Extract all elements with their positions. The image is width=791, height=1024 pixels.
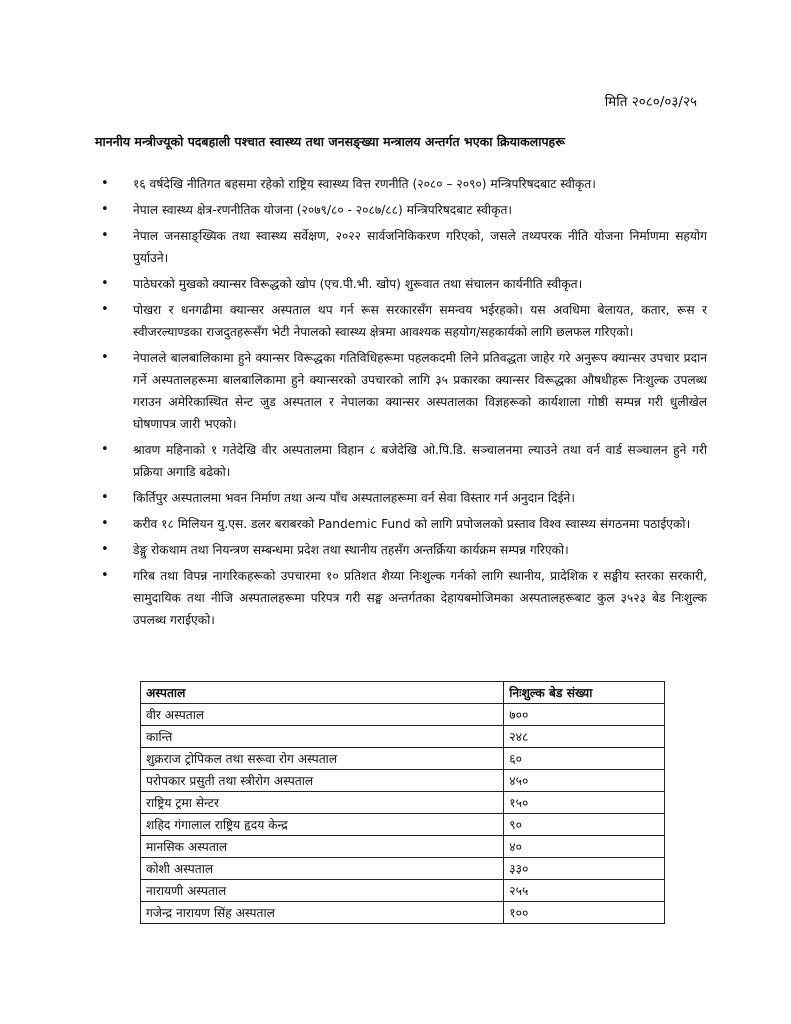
list-item: [95, 273, 707, 295]
hospital-name-cell: वीर अस्पताल: [141, 704, 504, 726]
bullet-marker: •: [101, 516, 109, 531]
hospital-name-cell: शहिद गंगालाल राष्ट्रिय हृदय केन्द्र: [141, 814, 504, 836]
column-header-hospital: अस्पताल: [141, 682, 504, 704]
table-header-row: [141, 682, 665, 704]
table-row: [141, 704, 665, 726]
list-item-text: पाठेघरको मुखको क्यान्सर विरूद्धको खोप (एच.पी.भी. खोप) शुरूवात तथा संचालन कार्यनीति स्वीकृत।: [133, 277, 583, 291]
hospital-name-cell: कान्ति: [141, 726, 504, 748]
table-row: [141, 880, 665, 902]
free-beds-cell: ९०: [504, 814, 665, 836]
list-item-text: १६ वर्षदेखि नीतिगत बहसमा रहेको राष्ट्रिय स्वास्थ्य वित्त रणनीति (२०८० – २०९०) मन्त्रिपरिषदबाट स्वीकृत।: [133, 177, 596, 191]
list-item: [95, 173, 707, 195]
list-item-text: पोखरा र धनगढीमा क्यान्सर अस्पताल थप गर्न रूस सरकारसँग समन्वय भईरहको। यस अवधिमा बेलायत, कतार, रूस र स्वीजरल्याण्डका राजदुतहरूसँग भेटी नेपालको स्वास्थ्य क्षेत्रमा आवश्यक सहयोग/सहकार्यको लागि छलफल गरिएको।: [133, 303, 707, 339]
table-body: [141, 704, 665, 924]
free-beds-table: [140, 681, 665, 924]
hospital-name-cell: कोशी अस्पताल: [141, 858, 504, 880]
table-row: [141, 726, 665, 748]
free-beds-cell: ४०: [504, 836, 665, 858]
bullet-marker: •: [101, 176, 109, 191]
bullet-marker: •: [101, 350, 109, 365]
table-row: [141, 814, 665, 836]
free-beds-cell: ६०: [504, 748, 665, 770]
list-item: [95, 199, 707, 221]
free-beds-cell: १५०: [504, 792, 665, 814]
bullet-marker: •: [101, 202, 109, 217]
list-item: [95, 513, 707, 535]
list-item: [95, 487, 707, 509]
bullet-marker: •: [101, 302, 109, 317]
table-row: [141, 748, 665, 770]
free-beds-cell: ४५०: [504, 770, 665, 792]
table-row: [141, 902, 665, 924]
list-item: [95, 299, 707, 343]
table-row: [141, 836, 665, 858]
hospital-name-cell: गजेन्द्र नारायण सिंह अस्पताल: [141, 902, 504, 924]
column-header-free-beds: निःशुल्क बेड संख्या: [504, 682, 665, 704]
hospital-name-cell: नारायणी अस्पताल: [141, 880, 504, 902]
list-item-text: करीव १८ मिलियन यु.एस. डलर बराबरको Pandemic Fund को लागि प्रपोजलको प्रस्ताव विश्व स्वास्थ्य संगठनमा पठाईएको।: [133, 517, 691, 531]
bullet-marker: •: [101, 568, 109, 583]
hospital-name-cell: मानसिक अस्पताल: [141, 836, 504, 858]
list-item: [95, 539, 707, 561]
table-row: [141, 858, 665, 880]
hospital-name-cell: राष्ट्रिय ट्रमा सेन्टर: [141, 792, 504, 814]
hospital-name-cell: परोपकार प्रसुती तथा स्त्रीरोग अस्पताल: [141, 770, 504, 792]
table-row: [141, 792, 665, 814]
document-date: मिति २०८०/०३/२५: [604, 94, 697, 110]
list-item-text: नेपाल जनसाङ्ख्यिक तथा स्वास्थ्य सर्वेक्षण, २०२२ सार्वजनिकिकरण गरिएको, जसले तथ्यपरक नीति योजना निर्माणमा सहयोग पुर्याउने।: [133, 229, 707, 265]
free-beds-cell: ३३०: [504, 858, 665, 880]
free-beds-cell: ७००: [504, 704, 665, 726]
hospital-name-cell: शुक्रराज ट्रोपिकल तथा सरूवा रोग अस्पताल: [141, 748, 504, 770]
list-item-text: गरिब तथा विपन्न नागरिकहरूको उपचारमा १० प्रतिशत शैय्या निःशुल्क गर्नको लागि स्थानीय, प्रादेशिक र सङ्घीय स्तरका सरकारी, सामुदायिक तथा नीजि अस्पतालहरूमा परिपत्र गरी सङ्घ अन्तर्गतका देहायबमोजिमका अस्पतालहरूबाट कुल ३५२३ बेड निःशुल्क उपलब्ध गराईएको।: [133, 569, 707, 627]
bullet-marker: •: [101, 542, 109, 557]
free-beds-cell: २४८: [504, 726, 665, 748]
list-item-text: श्रावण महिनाको १ गतेदेखि वीर अस्पतालमा विहान ८ बजेदेखि ओ.पि.डि. सञ्चालनमा ल्याउने तथा वर्न वार्ड सञ्चालन हुने गरी प्रक्रिया अगाडि बढेको।: [133, 443, 707, 479]
list-item: [95, 565, 707, 631]
list-item-text: किर्तिपुर अस्पतालमा भवन निर्माण तथा अन्य पाँच अस्पतालहरूमा वर्न सेवा विस्तार गर्न अनुदान दिईने।: [133, 491, 575, 505]
free-beds-cell: १००: [504, 902, 665, 924]
list-item: [95, 347, 707, 435]
bullet-marker: •: [101, 442, 109, 457]
list-item-text: नेपाल स्वास्थ्य क्षेत्र-रणनीतिक योजना (२०७९/८० - २०८७/८८) मन्त्रिपरिषदबाट स्वीकृत।: [133, 203, 513, 217]
bullet-marker: •: [101, 228, 109, 243]
table-row: [141, 770, 665, 792]
list-item: [95, 439, 707, 483]
activity-list: [95, 173, 707, 635]
list-item-text: नेपालले बालबालिकामा हुने क्यान्सर विरूद्धका गतिविधिहरूमा पहलकदमी लिने प्रतिवद्धता जाहेर गरे अनुरूप क्यान्सर उपचार प्रदान गर्ने अस्पतालहरूमा बालबालिकामा हुने क्यान्सरको उपचारको लागि ३५ प्रकारका क्यान्सर विरूद्धका औषधीहरू निःशुल्क उपलब्ध गराउन अमेरिकास्थित सेन्ट जुड अस्पताल र नेपालका क्यान्सर अस्पतालका विज्ञहरूको कार्यशाला गोष्ठी सम्पन्न गरी धुलीखेल घोषणापत्र जारी भएको।: [133, 351, 707, 431]
bullet-marker: •: [101, 276, 109, 291]
list-item: [95, 225, 707, 269]
bullet-marker: •: [101, 490, 109, 505]
document-heading: माननीय मन्त्रीज्यूको पदबहाली पश्चात स्वास्थ्य तथा जनसङ्ख्या मन्त्रालय अन्तर्गत भएका क्रियाकलापहरू: [95, 134, 565, 149]
free-beds-cell: २५५: [504, 880, 665, 902]
list-item-text: डेङ्गु रोकथाम तथा नियन्त्रण सम्बन्धमा प्रदेश तथा स्थानीय तहसँग अन्तर्क्रिया कार्यक्रम सम्पन्न गरिएको।: [133, 543, 569, 557]
